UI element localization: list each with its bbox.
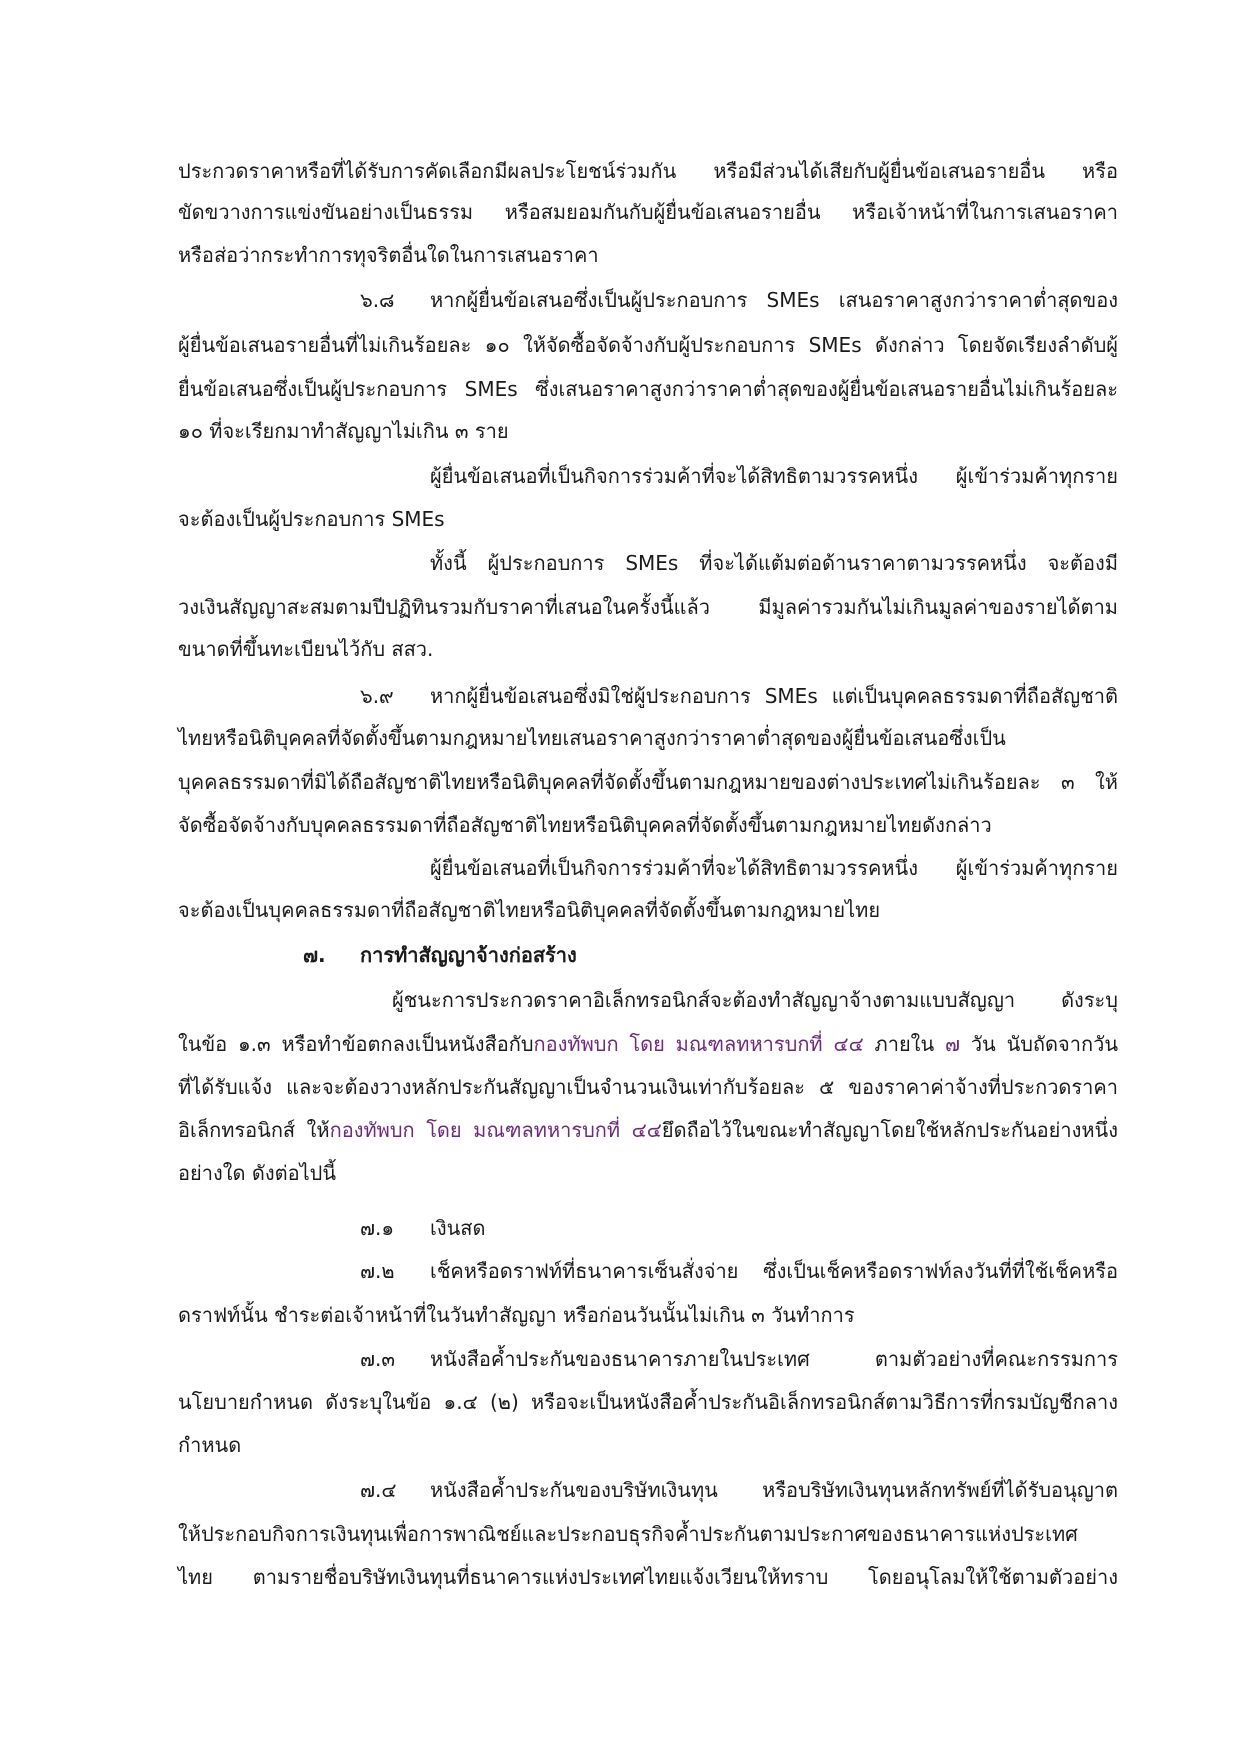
section-heading-title: การทำสัญญาจ้างก่อสร้าง [360, 943, 577, 967]
section-number-7-3: ๗.๓ [360, 1347, 396, 1371]
highlighted-agency-name: กองทัพบก โดย มณฑลทหารบกที่ ๔๔ [329, 1118, 662, 1142]
paragraph-line: ดราฟท์นั้น ชำระต่อเจ้าหน้าที่ในวันทำสัญญา หรือก่อนวันนั้นไม่เกิน ๓ วันทำการ [178, 1303, 855, 1327]
paragraph-line: หากผู้ยื่นข้อเสนอซึ่งเป็นผู้ประกอบการ SMEs เสนอราคาสูงกว่าราคาต่ำสุดของ [430, 288, 1118, 312]
paragraph-line: บุคคลธรรมดาที่มิได้ถือสัญชาติไทยหรือนิติบุคคลที่จัดตั้งขึ้นตามกฎหมายของต่างประเทศไม่เกินร้อยละ ๓ ให้ [178, 770, 1118, 794]
paragraph-line: กำหนด [178, 1433, 242, 1457]
section-number-6-8: ๖.๘ [360, 288, 395, 312]
paragraph-line: ทั้งนี้ ผู้ประกอบการ SMEs ที่จะได้แต้มต่อด้านราคาตามวรรคหนึ่ง จะต้องมี [430, 551, 1118, 575]
paragraph-line: อย่างใด ดังต่อไปนี้ [178, 1161, 337, 1185]
paragraph-line: ผู้ยื่นข้อเสนอที่เป็นกิจการร่วมค้าที่จะได้สิทธิตามวรรคหนึ่ง ผู้เข้าร่วมค้าทุกราย [430, 856, 1118, 880]
text-run: วัน นับถัดจากวัน [960, 1032, 1118, 1056]
paragraph-line: ขนาดที่ขึ้นทะเบียนไว้กับ สสว. [178, 637, 434, 661]
paragraph-line-with-highlight [178, 1029, 1118, 1063]
paragraph-line: ยื่นข้อเสนอซึ่งเป็นผู้ประกอบการ SMEs ซึ่งเสนอราคาสูงกว่าราคาต่ำสุดของผู้ยื่นข้อเสนอรายอื่นไม่เกินร้อยละ [178, 377, 1118, 401]
section-number-7-4: ๗.๔ [360, 1478, 397, 1502]
paragraph-line: ผู้ยื่นข้อเสนอรายอื่นที่ไม่เกินร้อยละ ๑๐ ให้จัดซื้อจัดจ้างกับผู้ประกอบการ SMEs ดังกล่าว โดยจัดเรียงลำดับผู้ [178, 333, 1118, 357]
paragraph-line: วงเงินสัญญาสะสมตามปีปฏิทินรวมกับราคาที่เสนอในครั้งนี้แล้ว มีมูลค่ารวมกันไม่เกินมูลค่าของรายได้ตาม [178, 595, 1118, 619]
paragraph-line: ประกวดราคาหรือที่ได้รับการคัดเลือกมีผลประโยชน์ร่วมกัน หรือมีส่วนได้เสียกับผู้ยื่นข้อเสนอรายอื่น หรือ [178, 159, 1118, 183]
section-number-7-1: ๗.๑ [360, 1216, 395, 1240]
paragraph-line: ขัดขวางการแข่งขันอย่างเป็นธรรม หรือสมยอมกันกับผู้ยื่นข้อเสนอรายอื่น หรือเจ้าหน้าที่ในการเสนอราคา [178, 200, 1118, 224]
paragraph-line: ๑๐ ที่จะเรียกมาทำสัญญาไม่เกิน ๓ ราย [178, 419, 509, 443]
highlighted-agency-name: กองทัพบก โดย มณฑลทหารบกที่ ๔๔ [533, 1032, 864, 1056]
paragraph-line: ที่ได้รับแจ้ง และจะต้องวางหลักประกันสัญญาเป็นจำนวนเงินเท่ากับร้อยละ ๕ ของราคาค่าจ้างที่ประกวดราคา [178, 1075, 1118, 1099]
paragraph-line: ให้ประกอบกิจการเงินทุนเพื่อการพาณิชย์และประกอบธุรกิจค้ำประกันตามประกาศของธนาคารแห่งประเทศ [178, 1522, 1078, 1546]
paragraph-line: จะต้องเป็นบุคคลธรรมดาที่ถือสัญชาติไทยหรือนิติบุคคลที่จัดตั้งขึ้นตามกฎหมายไทย [178, 898, 881, 922]
paragraph-line: หนังสือค้ำประกันของบริษัทเงินทุน หรือบริษัทเงินทุนหลักทรัพย์ที่ได้รับอนุญาต [430, 1478, 1118, 1502]
paragraph-line: ไทยหรือนิติบุคคลที่จัดตั้งขึ้นตามกฎหมายไทยเสนอราคาสูงกว่าราคาต่ำสุดของผู้ยื่นข้อเสนอซึ่งเป็น [178, 726, 1006, 750]
text-run: ยึดถือไว้ในขณะทำสัญญาโดยใช้หลักประกันอย่างหนึ่ง [661, 1118, 1118, 1142]
paragraph-line-with-highlight [178, 1115, 1118, 1149]
paragraph-line: ไทย ตามรายชื่อบริษัทเงินทุนที่ธนาคารแห่งประเทศไทยแจ้งเวียนให้ทราบ โดยอนุโลมให้ใช้ตามตัวอย่าง [178, 1565, 1118, 1589]
paragraph-line: หนังสือค้ำประกันของธนาคารภายในประเทศ ตามตัวอย่างที่คณะกรรมการ [430, 1347, 1118, 1371]
paragraph-line: ผู้ชนะการประกวดราคาอิเล็กทรอนิกส์จะต้องทำสัญญาจ้างตามแบบสัญญา ดังระบุ [392, 988, 1118, 1012]
paragraph-line: เงินสด [430, 1216, 486, 1240]
paragraph-line: ผู้ยื่นข้อเสนอที่เป็นกิจการร่วมค้าที่จะได้สิทธิตามวรรคหนึ่ง ผู้เข้าร่วมค้าทุกราย [430, 464, 1118, 488]
paragraph-line: จะต้องเป็นผู้ประกอบการ SMEs [178, 507, 445, 531]
paragraph-line: เช็คหรือดราฟท์ที่ธนาคารเซ็นสั่งจ่าย ซึ่งเป็นเช็คหรือดราฟท์ลงวันที่ที่ใช้เช็คหรือ [430, 1259, 1118, 1283]
section-number-6-9: ๖.๙ [360, 684, 394, 708]
text-run: ในข้อ ๑.๓ หรือทำข้อตกลงเป็นหนังสือกับ [178, 1032, 534, 1056]
highlighted-days: ๗ [944, 1032, 960, 1056]
text-run: ภายใน [863, 1032, 945, 1056]
paragraph-line: หากผู้ยื่นข้อเสนอซึ่งมิใช่ผู้ประกอบการ SMEs แต่เป็นบุคคลธรรมดาที่ถือสัญชาติ [430, 684, 1118, 708]
section-heading-number: ๗. [303, 943, 326, 967]
paragraph-line: หรือส่อว่ากระทำการทุจริตอื่นใดในการเสนอราคา [178, 243, 599, 267]
paragraph-line: จัดซื้อจัดจ้างกับบุคคลธรรมดาที่ถือสัญชาติไทยหรือนิติบุคคลที่จัดตั้งขึ้นตามกฎหมายไทยดังกล่าว [178, 813, 992, 837]
paragraph-line: นโยบายกำหนด ดังระบุในข้อ ๑.๔ (๒) หรือจะเป็นหนังสือค้ำประกันอิเล็กทรอนิกส์ตามวิธีการที่กรมบัญชีกลาง [178, 1390, 1118, 1414]
section-number-7-2: ๗.๒ [360, 1259, 395, 1283]
text-run: อิเล็กทรอนิกส์ ให้ [178, 1118, 330, 1142]
